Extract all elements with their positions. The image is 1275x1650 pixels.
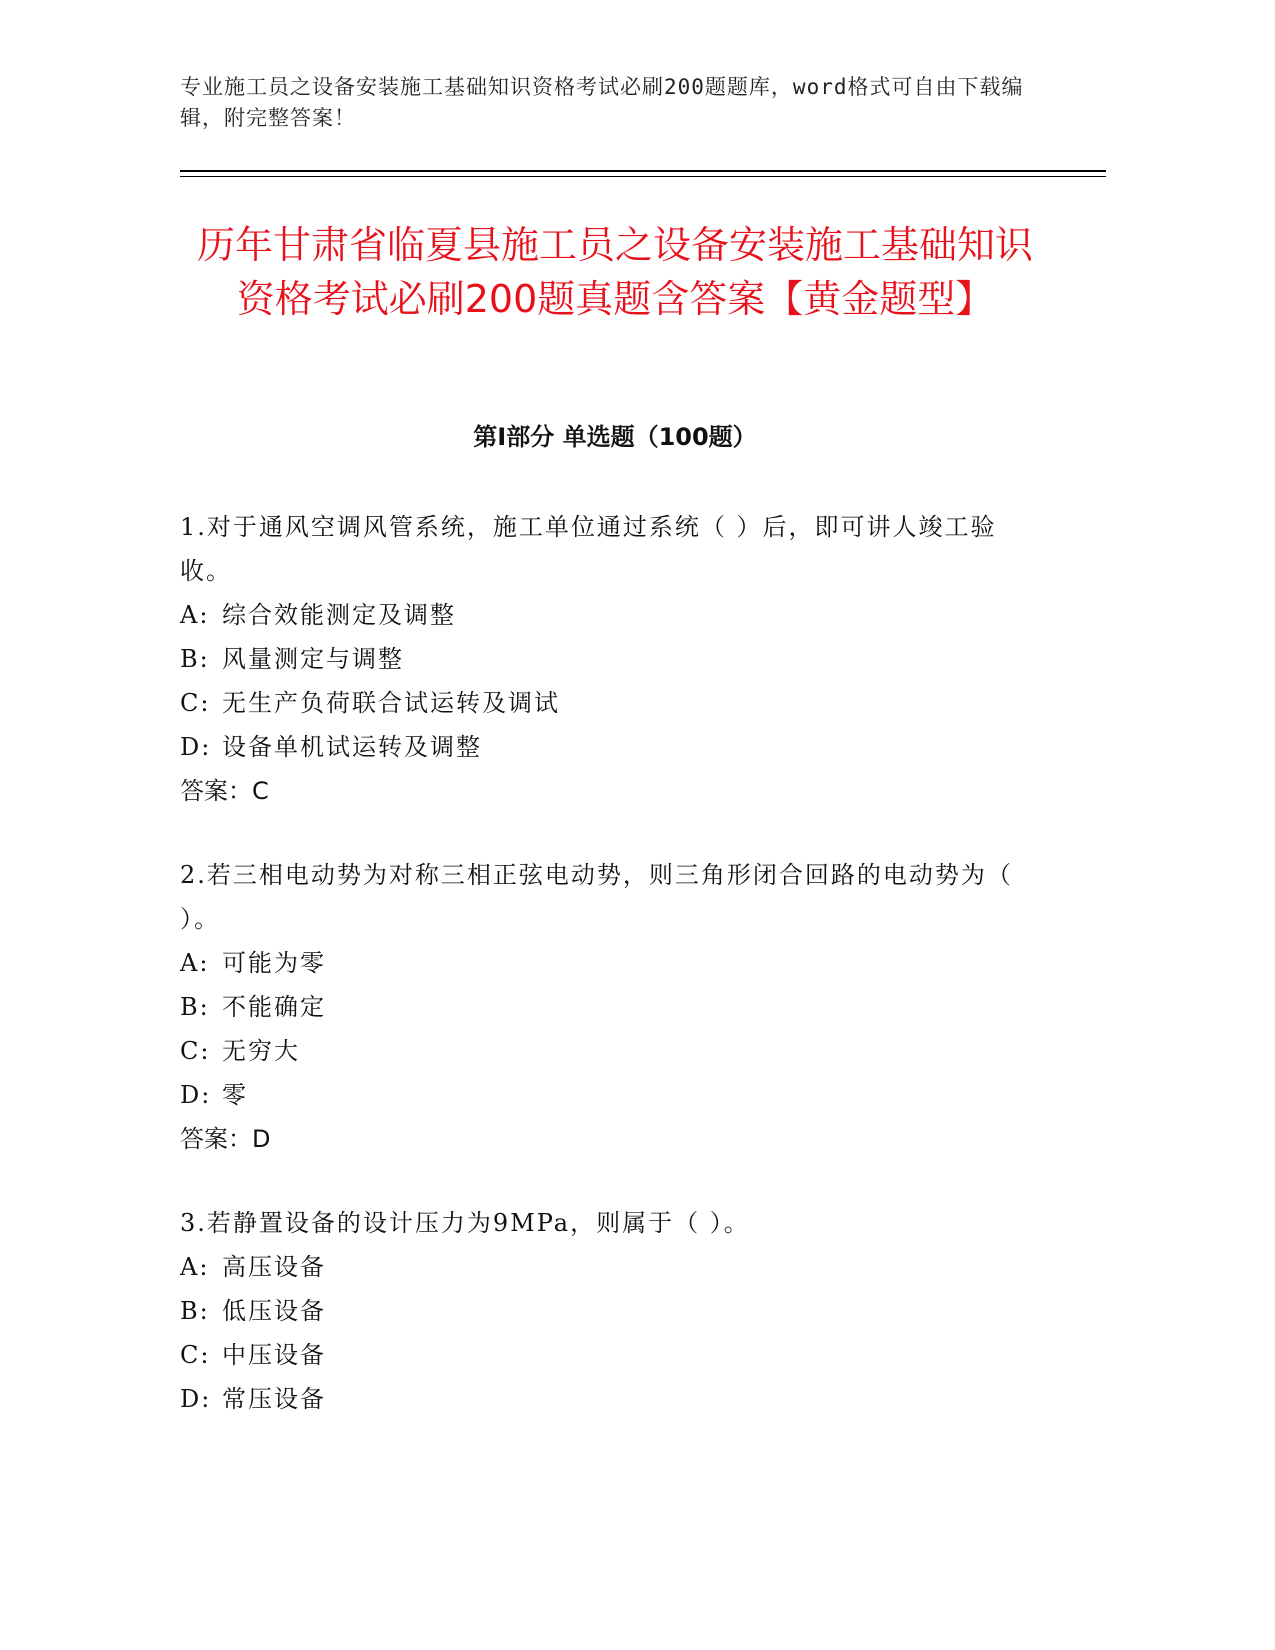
- header-divider-thick: [180, 170, 1106, 172]
- option-key: C:: [180, 1341, 211, 1369]
- question-2: [180, 853, 1040, 1161]
- option-key: A:: [180, 949, 210, 977]
- option-key: D:: [180, 1081, 212, 1109]
- option-key: B:: [180, 993, 210, 1021]
- option-text: 综合效能测定及调整: [222, 601, 456, 629]
- option-b: [180, 985, 1040, 1029]
- question-3: [180, 1201, 1040, 1421]
- section-title: 第I部分 单选题（100题）: [473, 423, 757, 451]
- option-text: 无穷大: [222, 1037, 300, 1065]
- option-text: 设备单机试运转及调整: [222, 733, 482, 761]
- option-key: D:: [180, 733, 212, 761]
- option-key: B:: [180, 1297, 210, 1325]
- option-text: 零: [222, 1081, 248, 1109]
- option-text: 可能为零: [222, 949, 326, 977]
- option-text: 高压设备: [222, 1253, 326, 1281]
- option-key: C:: [180, 689, 211, 717]
- option-text: 低压设备: [222, 1297, 326, 1325]
- option-text: 常压设备: [222, 1385, 326, 1413]
- option-key: A:: [180, 601, 210, 629]
- option-a: [180, 593, 1040, 637]
- option-key: A:: [180, 1253, 210, 1281]
- header-note: 专业施工员之设备安装施工基础知识资格考试必刷200题题库，word格式可自由下载编辑，附完整答案！: [180, 75, 1024, 130]
- option-a: [180, 1245, 1040, 1289]
- option-text: 中压设备: [222, 1341, 326, 1369]
- answer-line: 答案：D: [180, 1125, 271, 1153]
- option-c: [180, 1029, 1040, 1073]
- option-c: [180, 681, 1040, 725]
- question-stem: 1.对于通风空调风管系统，施工单位通过系统（ ）后，即可讲人竣工验收。: [180, 513, 997, 585]
- option-d: [180, 1073, 1040, 1117]
- option-key: B:: [180, 645, 210, 673]
- option-d: [180, 725, 1040, 769]
- question-stem: 2.若三相电动势为对称三相正弦电动势，则三角形闭合回路的电动势为（ ）。: [180, 861, 1013, 933]
- option-b: [180, 1289, 1040, 1333]
- question-list: [180, 505, 1040, 1461]
- option-text: 不能确定: [222, 993, 326, 1021]
- question-stem: 3.若静置设备的设计压力为9MPa，则属于（ ）。: [180, 1209, 750, 1237]
- option-key: D:: [180, 1385, 212, 1413]
- option-text: 风量测定与调整: [222, 645, 404, 673]
- option-b: [180, 637, 1040, 681]
- answer-line: 答案：C: [180, 777, 269, 805]
- document-title: 历年甘肃省临夏县施工员之设备安装施工基础知识资格考试必刷200题真题含答案【黄金题型】: [196, 223, 1033, 321]
- option-key: C:: [180, 1037, 211, 1065]
- option-d: [180, 1377, 1040, 1421]
- header-divider-thin: [180, 176, 1106, 177]
- option-text: 无生产负荷联合试运转及调试: [222, 689, 560, 717]
- option-c: [180, 1333, 1040, 1377]
- option-a: [180, 941, 1040, 985]
- question-1: [180, 505, 1040, 813]
